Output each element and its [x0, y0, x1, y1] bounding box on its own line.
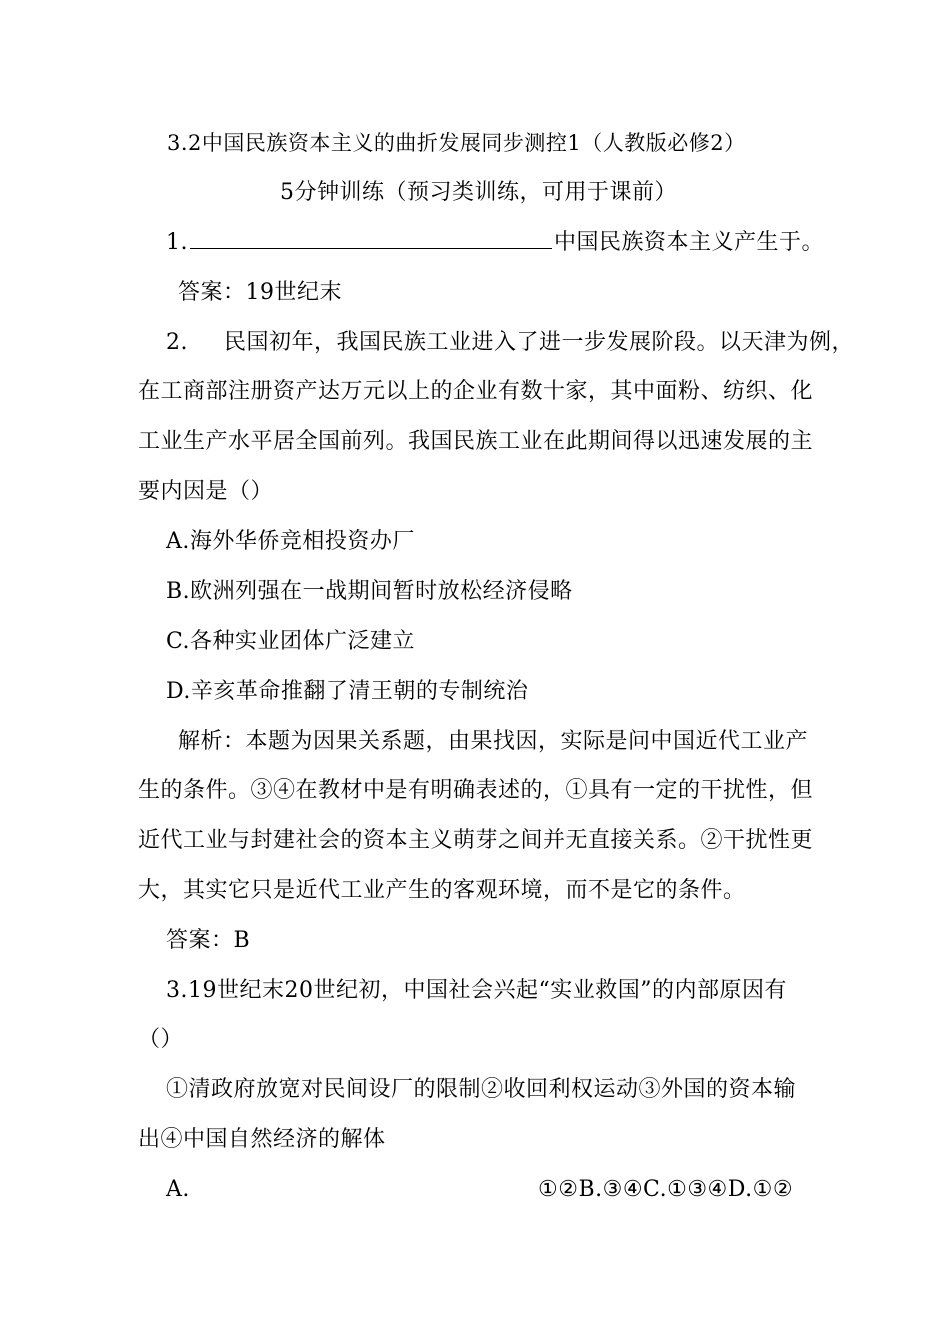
question-2-analysis-line-4: 大，其实它只是近代工业产生的客观环境，而不是它的条件。	[138, 878, 746, 903]
question-2-option-d: D.辛亥革命推翻了清王朝的专制统治	[166, 679, 529, 704]
question-3-line-2: （）	[138, 1027, 184, 1052]
question-2-option-a: A.海外华侨竞相投资办厂	[166, 529, 415, 554]
question-2-stem-text: 民国初年，我国民族工业进入了进一步发展阶段。以天津为例，	[224, 330, 855, 355]
question-3-options: ①②B.③④C.①③④D.①②	[538, 1177, 794, 1202]
document-title: 3.2中国民族资本主义的曲折发展同步测控1（人教版必修2）	[167, 131, 746, 155]
question-3-option-a-label: A.	[166, 1177, 190, 1202]
answer-blank	[190, 228, 552, 249]
question-2-analysis-line-1: 解析：本题为因果关系题，由果找因，实际是问中国近代工业产	[178, 729, 809, 754]
question-2-line-3: 工业生产水平居全国前列。我国民族工业在此期间得以迅速发展的主	[138, 429, 814, 454]
question-2-line-4: 要内因是（）	[138, 479, 274, 504]
question-2-line-2: 在工商部注册资产达万元以上的企业有数十家，其中面粉、纺织、化	[138, 379, 814, 404]
question-1-answer: 答案：19世纪末	[178, 280, 342, 305]
question-2-line-1	[166, 328, 854, 358]
question-2-analysis-line-2: 生的条件。③④在教材中是有明确表述的，①具有一定的干扰性，但	[138, 778, 814, 803]
question-1	[166, 228, 824, 258]
question-1-text: 中国民族资本主义产生于。	[554, 230, 825, 255]
question-3-items-line-2: 出④中国自然经济的解体	[138, 1127, 386, 1152]
question-2-number: 2.	[166, 330, 188, 355]
question-3-line-1: 3.19世纪末20世纪初，中国社会兴起“实业救国”的内部原因有	[166, 978, 787, 1003]
question-2-analysis-line-3: 近代工业与封建社会的资本主义萌芽之间并无直接关系。②干扰性更	[138, 828, 814, 853]
question-3-items-line-1: ①清政府放宽对民间设厂的限制②收回利权运动③外国的资本输	[166, 1077, 797, 1102]
question-2-option-c: C.各种实业团体广泛建立	[166, 629, 416, 654]
question-2-answer: 答案：B	[166, 928, 251, 953]
document-subtitle: 5分钟训练（预习类训练，可用于课前）	[280, 180, 677, 205]
question-1-number: 1.	[166, 230, 188, 255]
question-2-option-b: B.欧洲列强在一战期间暂时放松经济侵略	[166, 579, 573, 604]
